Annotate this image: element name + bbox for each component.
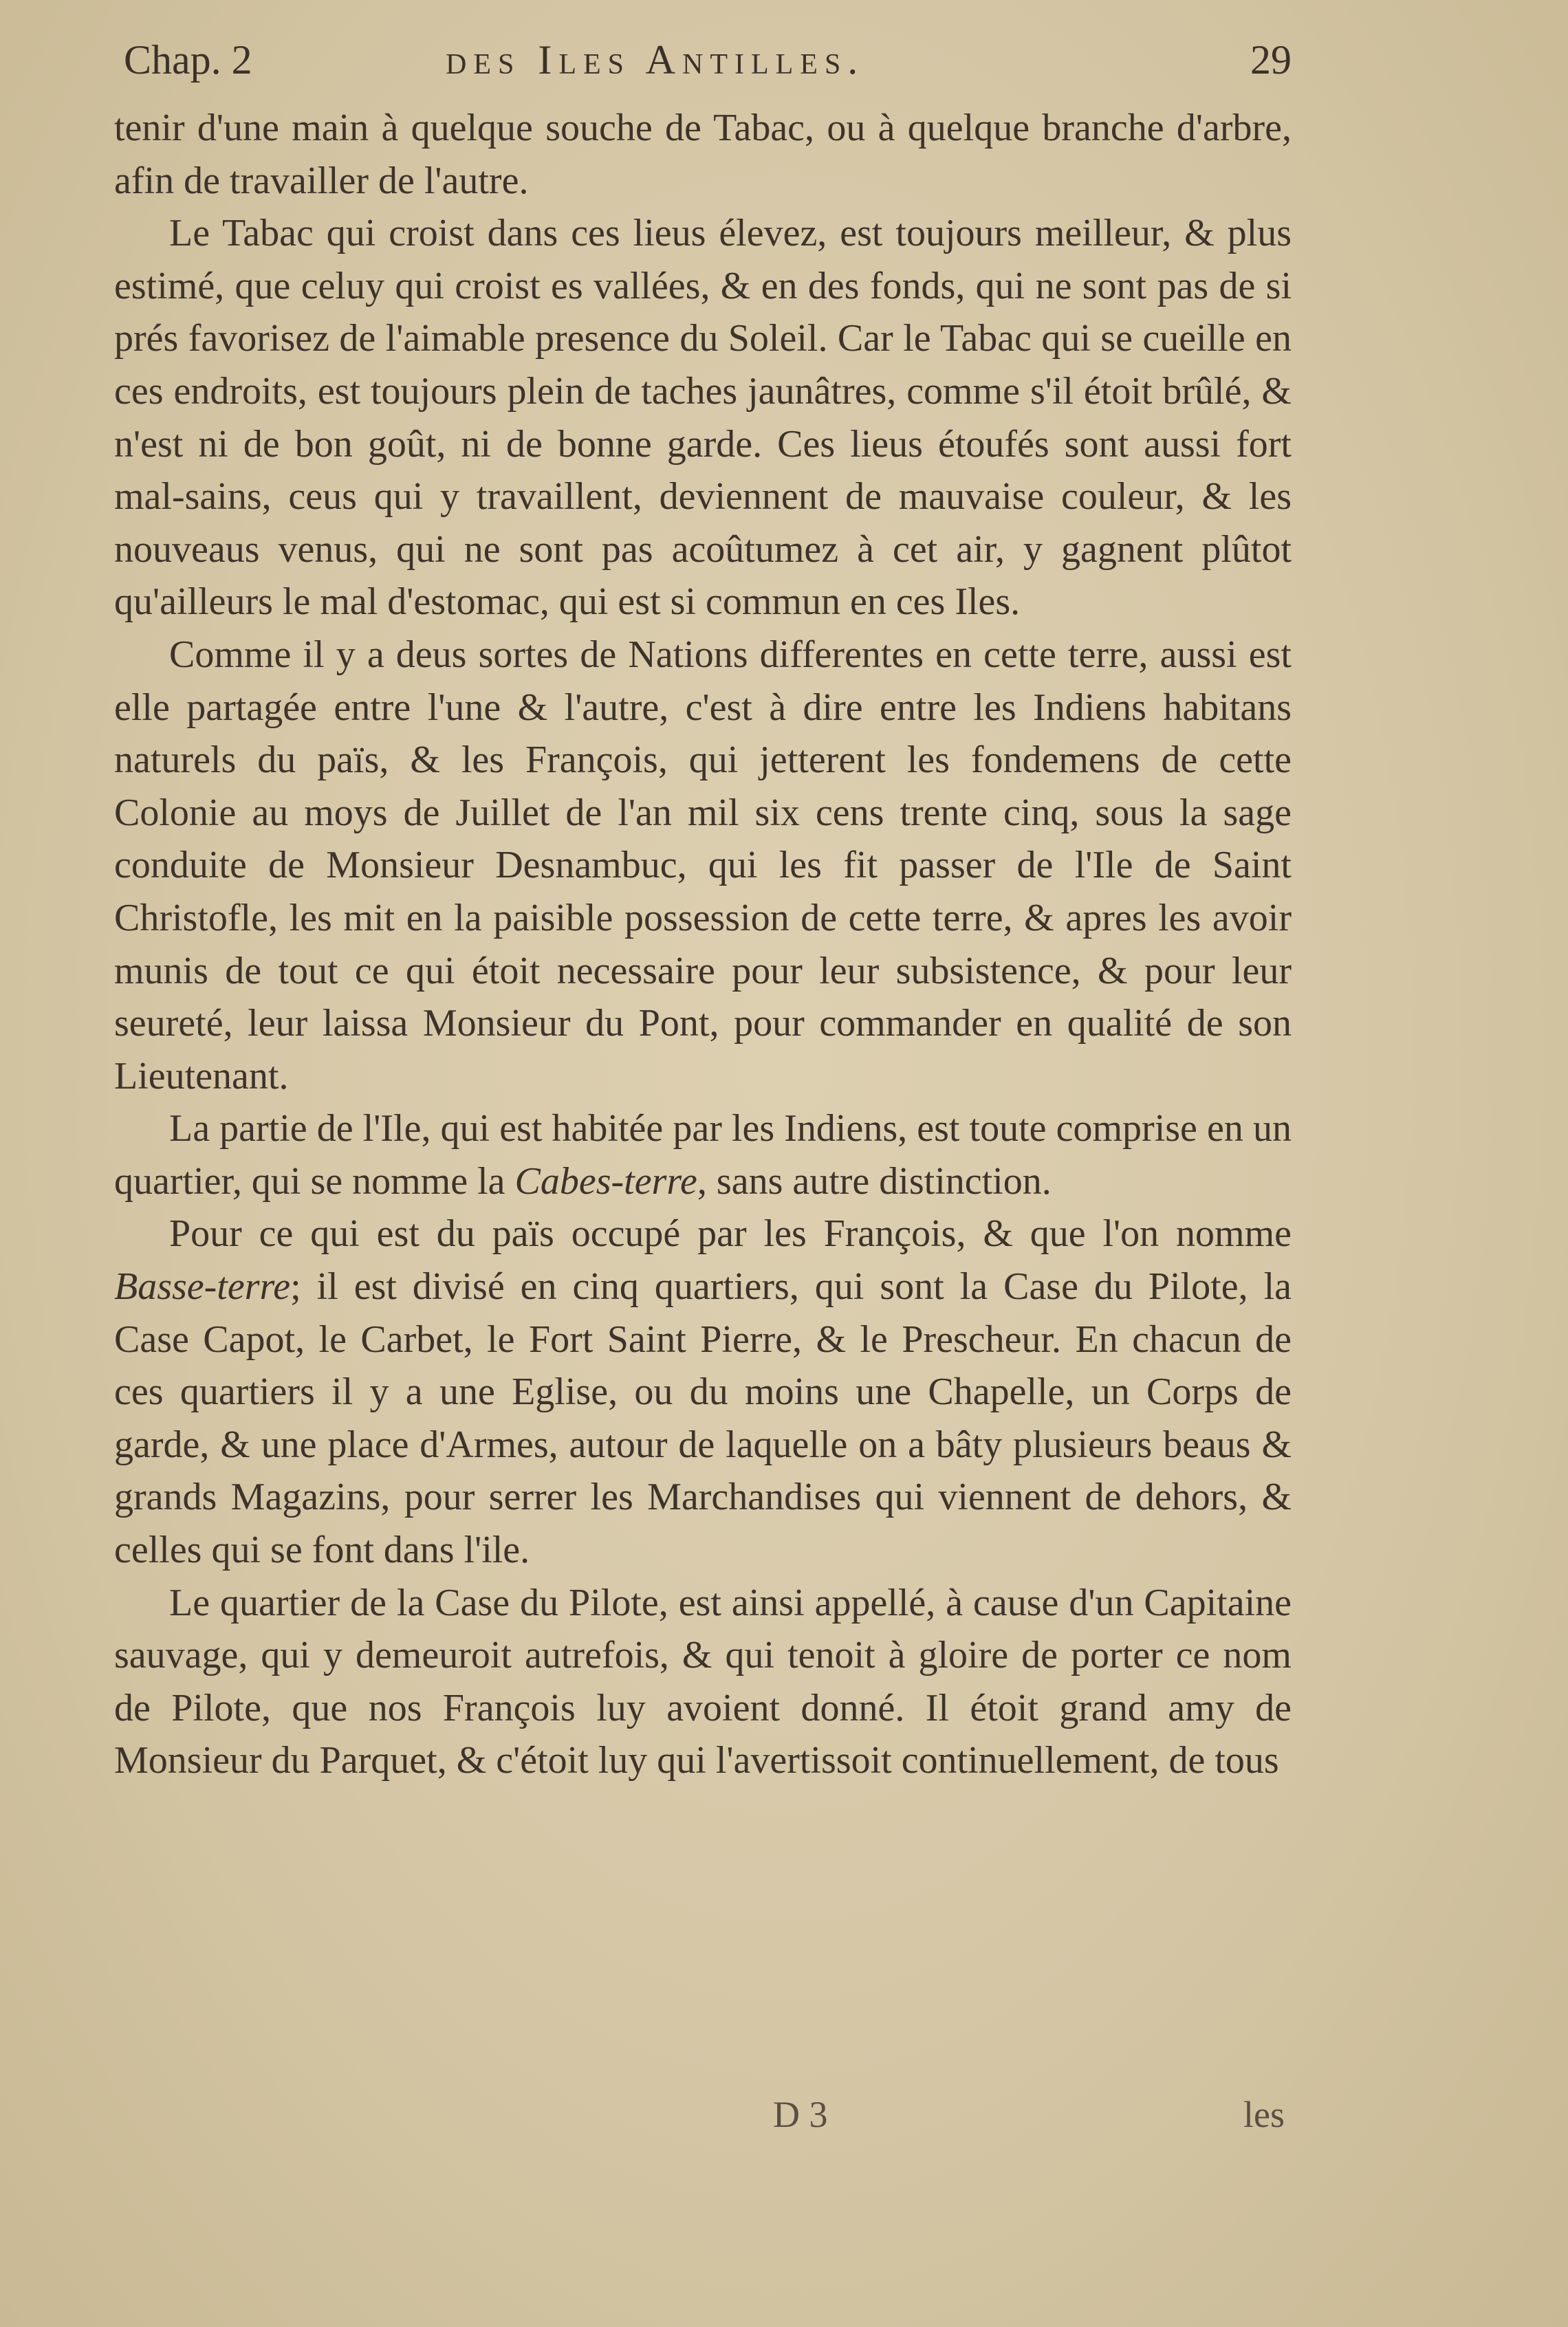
paragraph bbox=[114, 1577, 1292, 1787]
page-footer bbox=[114, 2090, 1292, 2139]
chapter-label: Chap. 2 bbox=[124, 37, 252, 83]
paragraph bbox=[114, 1208, 1292, 1576]
italic-term: Basse-terre bbox=[114, 1265, 291, 1309]
signature-mark: D 3 bbox=[773, 2094, 828, 2135]
paragraph bbox=[114, 207, 1292, 629]
paragraph-text: La partie de l'Ile, qui est habitée par les Indiens, est toute comprise en un quartier, qui se nomme la bbox=[114, 1107, 1292, 1203]
paragraph-text: tenir d'une main à quelque souche de Tabac, ou à quelque branche d'arbre, afin de travailler de l'autre. bbox=[114, 107, 1292, 202]
paragraph-text: ; il est divisé en cinq quartiers, qui sont la Case du Pilote, la Case Capot, le Carbet, le Fort Saint Pierre, & le Prescheur. En chacun de ces quartiers il y a une Eglise, ou du moins une Chapelle, un Corps de garde, & une place d'Armes, autour de laquelle on a bâty plusieurs beaus & grands Magazins, pour serrer les Marchandises qui viennent de dehors, & celles qui se font dans l'ile. bbox=[114, 1265, 1292, 1572]
paragraph bbox=[114, 629, 1292, 1102]
paragraph-text: Le quartier de la Case du Pilote, est ainsi appellé, à cause d'un Capitaine sauvage, qui y demeuroit autrefois, & qui tenoit à gloire de porter ce nom de Pilote, que nos François luy avoient donné. Il étoit grand amy de Monsieur du Parquet, & c'étoit luy qui l'avertissoit continuellement, de tous bbox=[114, 1581, 1292, 1782]
running-header bbox=[116, 36, 1292, 84]
paragraph-text: Le Tabac qui croist dans ces lieus élevez, est toujours meilleur, & plus estimé, que celuy qui croist es vallées, & en des fonds, qui ne sont pas de si prés favorisez de l'aimable presence du Soleil. Car le Tabac qui se cueille en ces endroits, est toujours plein de taches jaunâtres, comme s'il étoit brûlé, & n'est ni de bon goût, ni de bonne garde. Ces lieus étoufés sont aussi fort mal-sains, ceus qui y travaillent, deviennent de mauvaise couleur, & les nouveaus venus, qui ne sont pas acoûtumez à cet air, y gagnent plûtot qu'ailleurs le mal d'estomac, qui est si commun en ces Iles. bbox=[114, 212, 1292, 624]
paragraph-text: , sans autre distinction. bbox=[697, 1159, 1052, 1203]
page-number: 29 bbox=[1250, 37, 1292, 83]
paragraph-text: Comme il y a deus sortes de Nations differentes en cette terre, aussi est elle partagée entre l'une & l'autre, c'est à dire entre les Indiens habitans naturels du païs, & les François, qui jetterent les fondemens de cette Colonie au moys de Juillet de l'an mil six cens trente cinq, sous la sage conduite de Monsieur Desnambuc, qui les fit passer de l'Ile de Saint Christofle, les mit en la paisible possession de cette terre, & apres les avoir munis de tout ce qui étoit necessaire pour leur subsistence, & pour leur seureté, leur laissa Monsieur du Pont, pour commander en qualité de son Lieutenant. bbox=[114, 633, 1292, 1097]
paragraph-text: Pour ce qui est du païs occupé par les François, & que l'on nomme bbox=[169, 1212, 1292, 1256]
italic-term: Cabes-terre bbox=[514, 1159, 697, 1203]
paragraph bbox=[114, 102, 1292, 207]
catchword: les bbox=[1243, 2094, 1285, 2135]
running-title: des Iles Antilles. bbox=[446, 37, 865, 83]
paragraph bbox=[114, 1102, 1292, 1208]
body-text bbox=[114, 102, 1292, 1787]
